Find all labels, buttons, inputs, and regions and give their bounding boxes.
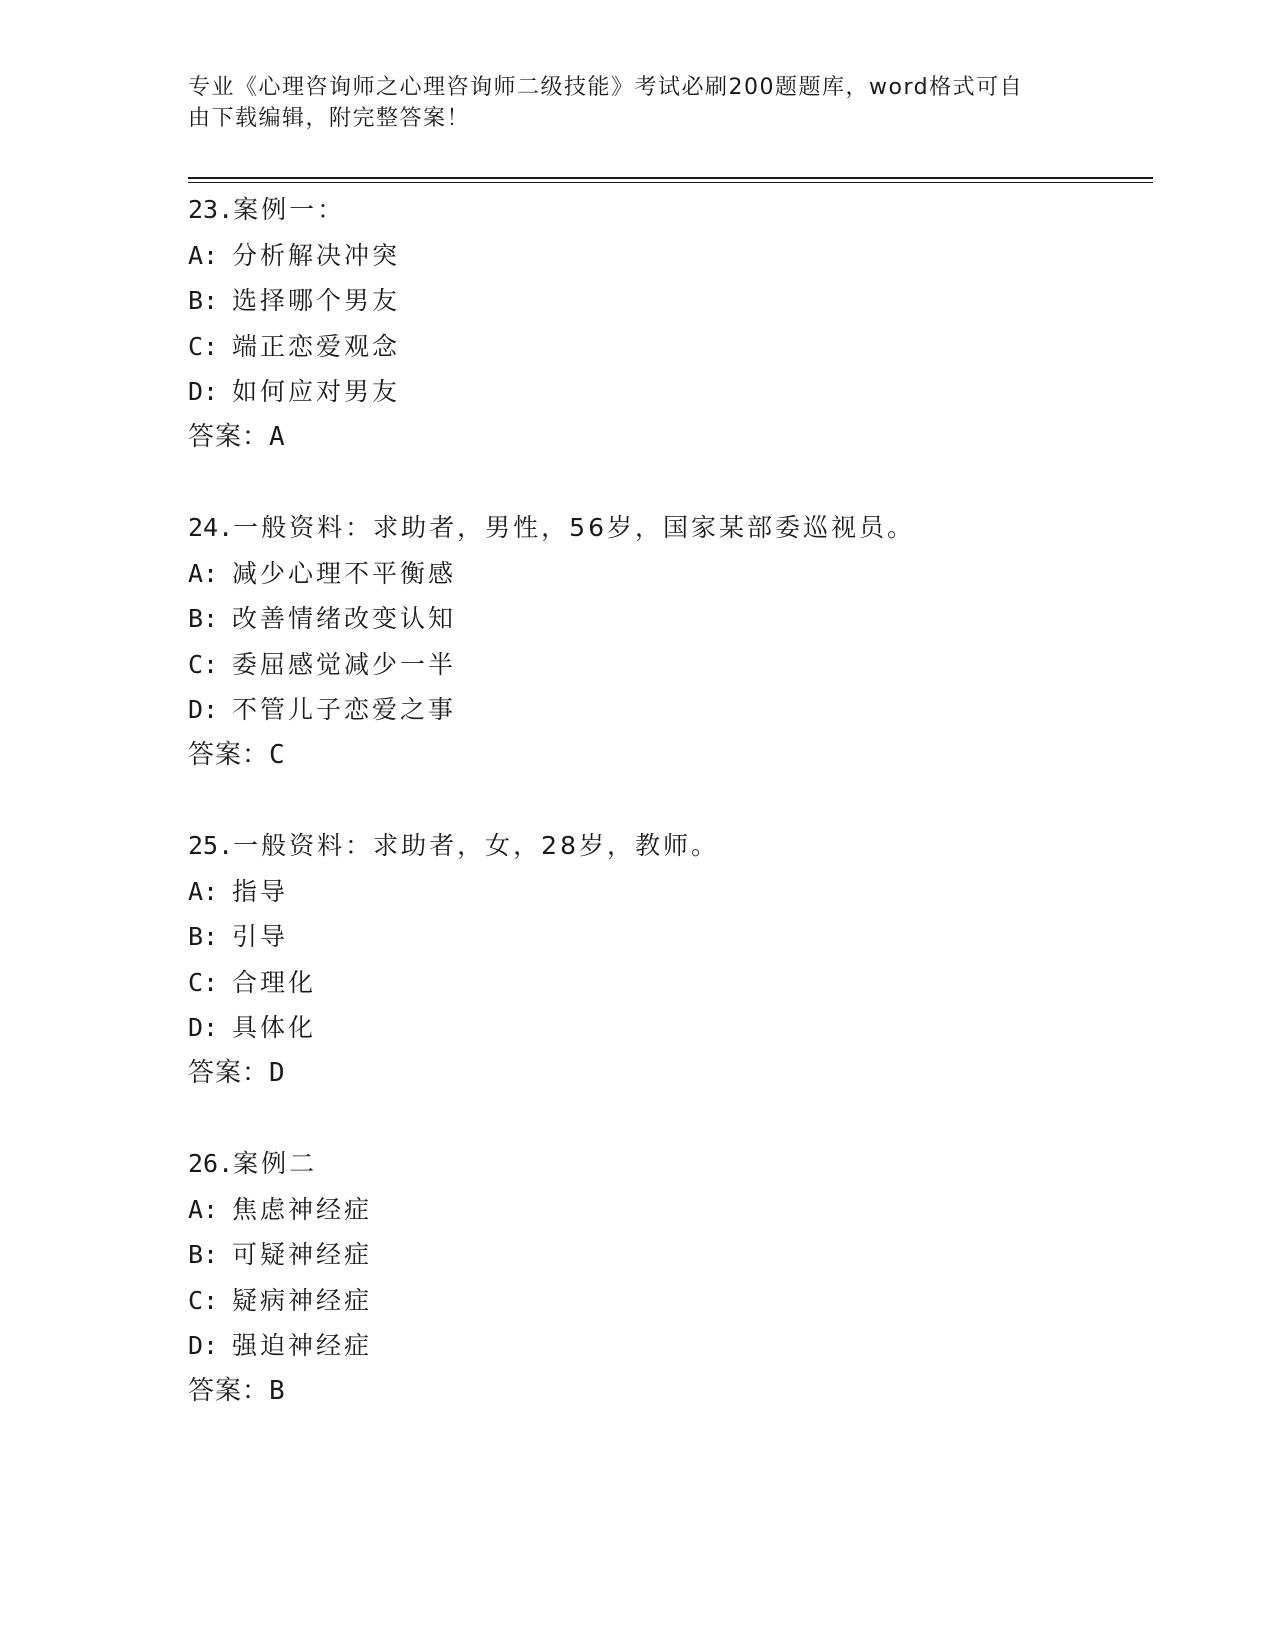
- answer-label: 答案：: [188, 1057, 270, 1088]
- option-key: B:: [188, 922, 219, 951]
- question-stem: [188, 1141, 1148, 1187]
- option-b: [188, 1232, 1148, 1278]
- option-text: 具体化: [232, 1013, 317, 1042]
- option-text: 分析解决冲突: [232, 240, 401, 270]
- option-text: 指导: [232, 876, 289, 906]
- option-key: B:: [188, 286, 219, 315]
- question-26: [188, 1141, 1148, 1414]
- option-text: 引导: [232, 922, 289, 951]
- option-text: 不管儿子恋爱之事: [232, 695, 457, 724]
- option-key: C:: [188, 331, 219, 361]
- answer-line: [188, 733, 1148, 779]
- option-b: [188, 914, 1148, 960]
- option-a: [188, 1187, 1148, 1233]
- header-line-1: 专业《心理咨询师之心理咨询师二级技能》考试必刷200题题库，word格式可自: [188, 75, 1024, 100]
- document-header: [188, 72, 1068, 134]
- option-key: B:: [188, 1240, 219, 1269]
- question-number: 24.: [188, 513, 234, 542]
- option-text: 强迫神经症: [232, 1331, 373, 1360]
- question-23: [188, 187, 1148, 460]
- option-key: D:: [188, 695, 219, 724]
- option-text: 委屈感觉减少一半: [232, 649, 457, 679]
- option-d: [188, 369, 1148, 415]
- answer-line: [188, 1051, 1148, 1097]
- question-25: [188, 823, 1148, 1096]
- option-key: D:: [188, 1013, 219, 1042]
- option-d: [188, 1005, 1148, 1051]
- header-divider-thin: [188, 182, 1153, 183]
- option-d: [188, 687, 1148, 733]
- option-text: 焦虑神经症: [232, 1194, 373, 1224]
- answer-label: 答案：: [188, 739, 270, 770]
- option-b: [188, 278, 1148, 324]
- option-key: A:: [188, 1194, 219, 1224]
- question-number: 26.: [188, 1149, 234, 1178]
- option-text: 减少心理不平衡感: [232, 558, 457, 588]
- option-d: [188, 1323, 1148, 1369]
- option-text: 合理化: [232, 967, 317, 997]
- option-a: [188, 233, 1148, 279]
- option-key: B:: [188, 604, 219, 633]
- header-divider-thick: [188, 177, 1153, 179]
- option-key: A:: [188, 558, 219, 588]
- option-c: [188, 642, 1148, 688]
- option-key: A:: [188, 876, 219, 906]
- option-text: 疑病神经症: [232, 1285, 373, 1315]
- option-a: [188, 869, 1148, 915]
- option-c: [188, 1278, 1148, 1324]
- answer-value: C: [269, 739, 286, 770]
- question-stem: [188, 187, 1148, 233]
- question-number: 23.: [188, 195, 234, 224]
- header-line-2: 由下载编辑，附完整答案！: [188, 106, 471, 131]
- question-text: 一般资料：求助者，女，28岁，教师。: [233, 831, 719, 860]
- option-a: [188, 551, 1148, 597]
- answer-line: [188, 1369, 1148, 1415]
- answer-value: A: [269, 421, 286, 452]
- question-stem: [188, 505, 1148, 551]
- option-c: [188, 960, 1148, 1006]
- option-b: [188, 596, 1148, 642]
- answer-label: 答案：: [188, 1375, 270, 1406]
- answer-value: B: [269, 1375, 286, 1406]
- option-key: C:: [188, 967, 219, 997]
- option-text: 端正恋爱观念: [232, 331, 401, 361]
- option-key: C:: [188, 1285, 219, 1315]
- option-text: 可疑神经症: [232, 1240, 373, 1269]
- question-text: 案例一：: [233, 195, 346, 224]
- question-number: 25.: [188, 831, 234, 860]
- question-text: 一般资料：求助者，男性，56岁，国家某部委巡视员。: [233, 513, 915, 542]
- option-c: [188, 324, 1148, 370]
- question-stem: [188, 823, 1148, 869]
- option-key: A:: [188, 240, 219, 270]
- option-key: D:: [188, 377, 219, 406]
- option-text: 选择哪个男友: [232, 286, 401, 315]
- option-key: D:: [188, 1331, 219, 1360]
- question-24: [188, 505, 1148, 778]
- question-text: 案例二: [233, 1149, 318, 1178]
- answer-label: 答案：: [188, 421, 270, 452]
- answer-line: [188, 415, 1148, 461]
- option-text: 改善情绪改变认知: [232, 604, 457, 633]
- answer-value: D: [269, 1057, 286, 1088]
- option-text: 如何应对男友: [232, 377, 401, 406]
- option-key: C:: [188, 649, 219, 679]
